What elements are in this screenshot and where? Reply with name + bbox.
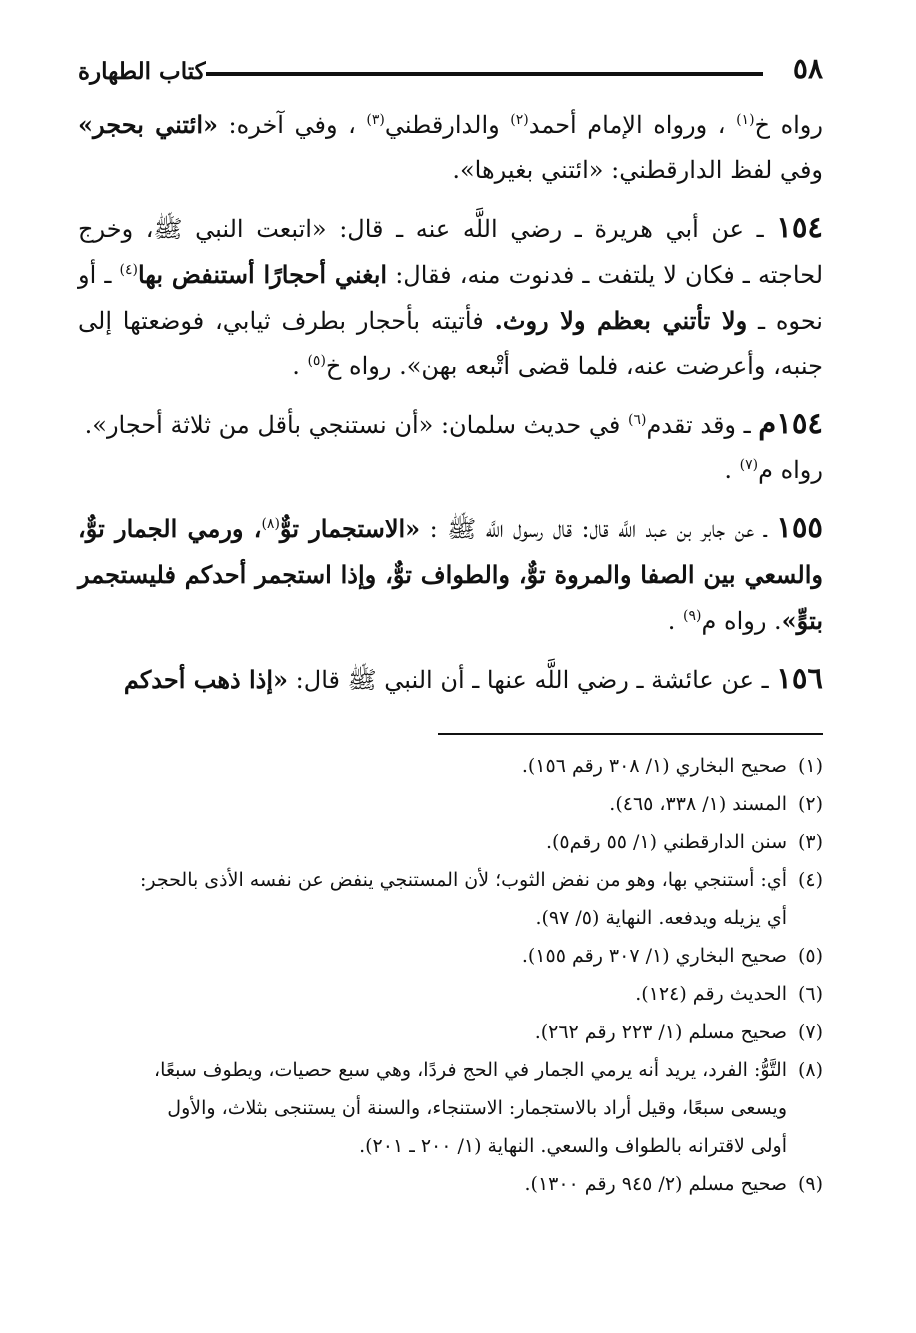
text-run: وفي لفظ الدارقطني: «ائتني بغيرها».	[452, 156, 823, 184]
footnote-marker: (٧)	[797, 1021, 823, 1043]
footnote-ref: (٧)	[739, 457, 759, 473]
footnote-marker: (١)	[797, 755, 823, 777]
hadith-155	[78, 505, 823, 644]
footnote-8-continued-2: أولى لاقترانه بالطواف والسعي. النهاية (١/ ٢٠٠ ـ ٢٠١).	[359, 1135, 787, 1157]
body-text	[78, 102, 823, 703]
text-run: والدارقطني	[384, 111, 511, 139]
footnote-ref: (٣)	[366, 112, 385, 128]
hadith-number: ١٥٤م	[758, 406, 823, 440]
footnote-marker: (٤)	[797, 869, 823, 891]
footnote-marker: (٢)	[797, 793, 823, 815]
footnote-marker: (٩)	[797, 1173, 823, 1195]
hadith-154m	[78, 401, 823, 493]
footnote-ref: (٨)	[261, 516, 280, 532]
book-page	[78, 50, 823, 1203]
footnote-ref: (٦)	[627, 412, 647, 428]
footnote-marker: (٣)	[797, 831, 823, 853]
hadith-number: ١٥٤	[776, 210, 823, 244]
hadith-number: ١٥٦	[776, 661, 823, 695]
footnote-6	[78, 975, 823, 1013]
footnotes	[78, 747, 823, 1203]
chapter-title: كتاب الطهارة	[78, 58, 206, 85]
footnote-1	[78, 747, 823, 785]
footnote-4-continued: أي يزيله ويدفعه. النهاية (٥/ ٩٧).	[535, 907, 787, 929]
hadith-quote: «الاستجمار توٌّ	[279, 514, 421, 543]
footnote-7	[78, 1013, 823, 1051]
footnote-marker: (٦)	[797, 983, 823, 1005]
footnote-8	[78, 1051, 823, 1089]
footnote-separator	[438, 733, 823, 735]
footnote-4	[78, 861, 823, 899]
footnote-ref: (٢)	[510, 112, 529, 128]
footnote-5	[78, 937, 823, 975]
footnote-text: التَّوُّ: الفرد، يريد أنه يرمي الجمار في الحج فردًا، وهي سبع حصيات، ويطوف سبعًا،	[154, 1059, 787, 1081]
text-run: رواه خ	[754, 111, 823, 139]
footnote-text: أي: أستنجي بها، وهو من نفض الثوب؛ لأن المستنجي ينفض عن نفسه الأذى بالحجر:	[139, 869, 787, 891]
text-run: فأتيته بأحجار بطرف ثيابي، فوضعتها إلى جنبه، وأعرضت عنه، فلما قضى أتْبعه بهن». رواه خ	[78, 307, 823, 380]
footnote-text: الحديث رقم (١٢٤).	[635, 983, 787, 1005]
text-run: رواه م	[758, 456, 823, 484]
hadith-quote: «إذا ذهب أحدكم	[123, 665, 289, 694]
text-run: . رواه م	[701, 607, 782, 635]
text-run: .	[292, 352, 308, 380]
text-run: ـ عن أبي هريرة ـ رضي اللَّه عنه ـ قال: «اتبعت النبي ﷺ، وخرج لحاجته ـ فكان لا يلتفت ـ فدنوت منه، فقال:	[78, 215, 824, 289]
text-run: ، وفي آخره:	[218, 111, 367, 139]
text-run: .	[667, 607, 684, 635]
text-run: ـ عن عائشة ـ رضي اللَّه عنها ـ أن النبي ﷺ قال:	[288, 666, 777, 694]
text-run: ـ عن جابر بن عبد اللَّه قال: قال رسول اللَّه ﷺ :	[420, 515, 777, 543]
hadith-156	[78, 656, 823, 703]
text-run: .	[724, 456, 740, 484]
hadith-quote: ولا تأتني بعظم ولا روث.	[494, 306, 748, 335]
hadith-quote: ابغني أحجارًا أستنفض بها	[137, 260, 388, 289]
footnote-2	[78, 785, 823, 823]
footnote-text: صحيح البخاري (١/ ٣٠٨ رقم ١٥٦).	[521, 755, 787, 777]
hadith-154	[78, 205, 823, 389]
footnote-ref: (٥)	[307, 353, 326, 369]
footnote-text: سنن الدارقطني (١/ ٥٥ رقم٥).	[545, 831, 787, 853]
hadith-number: ١٥٥	[776, 510, 823, 544]
text-run: ـ وقد تقدم	[646, 411, 759, 439]
footnote-3	[78, 823, 823, 861]
footnote-9	[78, 1165, 823, 1203]
text-run: في حديث سلمان: «أن نستنجي بأقل من ثلاثة أحجار».	[84, 411, 628, 439]
hadith-quote: ، ورمي الجمار توٌّ، والسعي بين الصفا والمروة توٌّ، والطواف توٌّ، وإذا استجمر أحدكم فليستجمر بتوٍّ»	[78, 514, 823, 635]
footnote-text: صحيح البخاري (١/ ٣٠٧ رقم ١٥٥).	[521, 945, 787, 967]
page-header	[78, 50, 823, 102]
footnote-text: صحيح مسلم (٢/ ٩٤٥ رقم ١٣٠٠).	[524, 1173, 787, 1195]
text-run: ـ أو نحوه ـ	[78, 261, 823, 335]
footnote-text: صحيح مسلم (١/ ٢٢٣ رقم ٢٦٢).	[534, 1021, 787, 1043]
footnote-ref: (٩)	[683, 608, 702, 624]
footnote-ref: (٤)	[119, 262, 138, 278]
footnote-marker: (٥)	[797, 945, 823, 967]
text-run: ، ورواه الإمام أحمد	[528, 111, 737, 139]
hadith-quote: «ائتني بحجر»	[78, 110, 219, 139]
page-number: ٥٨	[792, 52, 823, 85]
footnote-8-continued: ويسعى سبعًا، وقيل أراد بالاستجمار: الاستنجاء، والسنة أن يستنجى بثلاث، والأول	[167, 1097, 787, 1119]
footnote-text: المسند (١/ ٣٣٨، ٤٦٥).	[609, 793, 787, 815]
paragraph-intro	[78, 102, 823, 193]
footnote-ref: (١)	[736, 112, 755, 128]
footnote-marker: (٨)	[797, 1059, 823, 1081]
header-rule	[206, 72, 763, 76]
